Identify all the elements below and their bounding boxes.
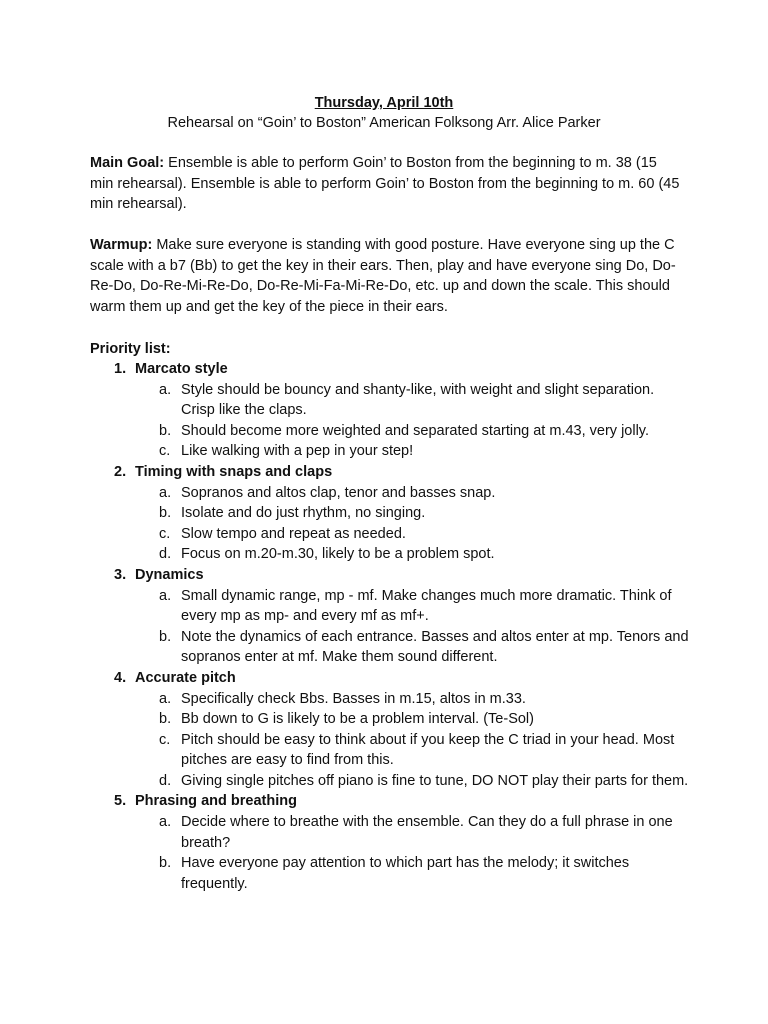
warmup-label: Warmup: bbox=[90, 237, 153, 253]
sub-item-letter: a. bbox=[159, 381, 172, 398]
sub-item bbox=[90, 709, 690, 730]
sub-item-letter: c. bbox=[159, 443, 171, 460]
sub-item-text: Small dynamic range, mp - mf. Make changes much more dramatic. Think of every mp as mp- and every mf as mf+. bbox=[181, 587, 672, 625]
sub-item-text: Note the dynamics of each entrance. Basses and altos enter at mp. Tenors and sopranos enter at mf. Make them sound different. bbox=[181, 628, 689, 666]
priority-number: 5. bbox=[114, 793, 127, 810]
main-goal-paragraph bbox=[90, 153, 680, 215]
priority-number: 3. bbox=[114, 566, 127, 583]
priority-item bbox=[90, 462, 690, 565]
priority-list bbox=[90, 359, 690, 894]
main-goal-label: Main Goal: bbox=[90, 155, 165, 171]
sub-item-letter: d. bbox=[159, 546, 172, 563]
sub-item bbox=[90, 730, 690, 771]
sub-item-text: Giving single pitches off piano is fine to tune, DO NOT play their parts for them. bbox=[181, 772, 689, 789]
main-goal-text: Ensemble is able to perform Goin’ to Boston from the beginning to m. 38 (15 min rehearsal). Ensemble is able to perform Goin’ to Boston from the beginning to m. 60 (45 min rehearsal). bbox=[90, 155, 680, 213]
sub-item-text: Bb down to G is likely to be a problem interval. (Te-Sol) bbox=[181, 711, 534, 728]
sub-item bbox=[90, 812, 690, 853]
sub-item-letter: b. bbox=[159, 855, 172, 872]
sub-item bbox=[90, 524, 690, 545]
sub-item-text: Should become more weighted and separated starting at m.43, very jolly. bbox=[181, 422, 650, 439]
sub-item-letter: a. bbox=[159, 814, 172, 831]
warmup-paragraph bbox=[90, 235, 680, 317]
priority-title: Accurate pitch bbox=[135, 669, 236, 686]
priority-item-heading bbox=[90, 359, 690, 380]
sub-item-letter: b. bbox=[159, 505, 172, 522]
page-subtitle: Rehearsal on “Goin’ to Boston” American Folksong Arr. Alice Parker bbox=[167, 115, 601, 131]
sub-item bbox=[90, 853, 690, 894]
sub-item-letter: b. bbox=[159, 422, 172, 439]
sub-item bbox=[90, 483, 690, 504]
priority-number: 2. bbox=[114, 463, 127, 480]
priority-title: Timing with snaps and claps bbox=[135, 463, 333, 480]
sub-item bbox=[90, 544, 690, 565]
page-title: Thursday, April 10th bbox=[314, 95, 454, 111]
sub-item-text: Style should be bouncy and shanty-like, with weight and slight separation. Crisp like the claps. bbox=[181, 381, 655, 419]
sub-item-letter: d. bbox=[159, 772, 172, 789]
sub-item-text: Slow tempo and repeat as needed. bbox=[181, 525, 406, 542]
priority-item bbox=[90, 359, 690, 462]
sub-item-text: Sopranos and altos clap, tenor and basses snap. bbox=[181, 484, 496, 501]
sub-item bbox=[90, 586, 690, 627]
priority-item bbox=[90, 668, 690, 792]
sub-item-text: Isolate and do just rhythm, no singing. bbox=[181, 505, 426, 522]
priority-item-heading bbox=[90, 462, 690, 483]
priority-number: 4. bbox=[114, 669, 127, 686]
sub-item bbox=[90, 503, 690, 524]
sub-item bbox=[90, 627, 690, 668]
priority-item-heading bbox=[90, 565, 690, 586]
sub-item-text: Like walking with a pep in your step! bbox=[181, 443, 414, 460]
sub-item-letter: b. bbox=[159, 711, 172, 728]
sub-item-letter: a. bbox=[159, 690, 172, 707]
sub-item-letter: b. bbox=[159, 628, 172, 645]
sub-item-text: Focus on m.20-m.30, likely to be a problem spot. bbox=[181, 546, 495, 563]
priority-item bbox=[90, 565, 690, 668]
sub-item-text: Have everyone pay attention to which part has the melody; it switches frequently. bbox=[181, 855, 630, 892]
priority-title: Marcato style bbox=[135, 361, 228, 377]
priority-number: 1. bbox=[114, 361, 127, 377]
sub-item-letter: c. bbox=[159, 525, 171, 542]
sub-item bbox=[90, 771, 690, 792]
priority-item-heading bbox=[90, 791, 690, 812]
sub-item-letter: a. bbox=[159, 484, 172, 501]
sub-item bbox=[90, 689, 690, 710]
priority-list-heading: Priority list: bbox=[90, 341, 171, 357]
sub-item-text: Specifically check Bbs. Basses in m.15, altos in m.33. bbox=[181, 690, 526, 707]
priority-title: Dynamics bbox=[135, 566, 204, 583]
sub-item-letter: a. bbox=[159, 587, 172, 604]
sub-item bbox=[90, 380, 690, 421]
warmup-text: Make sure everyone is standing with good posture. Have everyone sing up the C scale with a b7 (Bb) to get the key in their ears. Then, play and have everyone sing Do, Do-Re-Do, Do-Re-Mi-Re-Do, Do-Re-Mi-Fa-Mi-Re-Do, etc. up and down the scale. This should warm them up and get the key of the piece in their ears. bbox=[90, 237, 676, 315]
sub-item-text: Decide where to breathe with the ensemble. Can they do a full phrase in one breath? bbox=[181, 814, 673, 851]
sub-item-text: Pitch should be easy to think about if you keep the C triad in your head. Most pitches are easy to find from this. bbox=[181, 731, 675, 769]
sub-item bbox=[90, 441, 690, 462]
sub-item-letter: c. bbox=[159, 731, 171, 748]
sub-item bbox=[90, 421, 690, 442]
priority-item-heading bbox=[90, 668, 690, 689]
priority-item bbox=[90, 791, 690, 894]
priority-title: Phrasing and breathing bbox=[135, 793, 297, 810]
